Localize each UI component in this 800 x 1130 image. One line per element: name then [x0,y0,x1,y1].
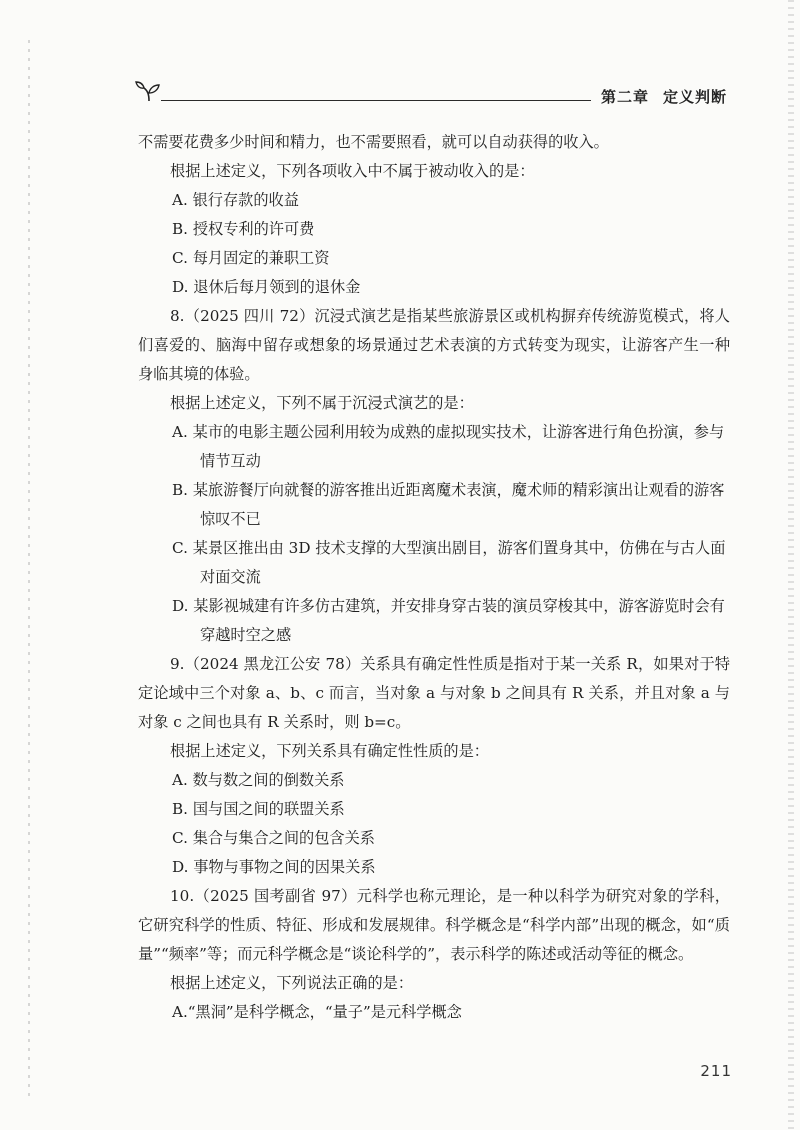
q9-text: 9.（2024 黑龙江公安 78）关系具有确定性性质是指对于某一关系 R，如果对于特定论域中三个对象 a、b、c 而言，当对象 a 与对象 b 之间具有 R 关系，并且对象 a 与对象 c 之间也具有 R 关系时，则 b=c。 [138,655,730,731]
section-title: 定义判断 [662,88,727,106]
scan-edge-left [28,40,30,1100]
q7-option-b: B. 授权专利的许可费 [172,220,315,238]
q8-option-a: A. 某市的电影主题公园利用较为成熟的虚拟现实技术，让游客进行角色扮演，参与情节互动 [172,423,725,470]
q7-option-c: C. 每月固定的兼职工资 [172,249,330,267]
q9-option-d: D. 事物与事物之间的因果关系 [172,858,376,876]
q7-option-d: D. 退休后每月领到的退休金 [172,278,361,296]
q9-question: 根据上述定义，下列关系具有确定性性质的是： [170,742,489,760]
header-rule [161,100,591,101]
q10-question: 根据上述定义，下列说法正确的是： [170,974,413,992]
page-content [138,128,730,1027]
sprout-icon [135,80,165,102]
q7-option-a: A. 银行存款的收益 [172,191,299,209]
q7-text-tail: 不需要花费多少时间和精力，也不需要照看，就可以自动获得的收入。 [138,133,609,151]
q8-option-b: B. 某旅游餐厅向就餐的游客推出近距离魔术表演，魔术师的精彩演出让观看的游客惊叹不已 [172,481,725,528]
q7-question: 根据上述定义，下列各项收入中不属于被动收入的是： [170,162,535,180]
q9-option-b: B. 国与国之间的联盟关系 [172,800,345,818]
q8-option-d: D. 某影视城建有许多仿古建筑，并安排身穿古装的演员穿梭其中，游客游览时会有穿越时空之感 [172,597,725,644]
chapter-title [601,86,727,107]
q8-question: 根据上述定义，下列不属于沉浸式演艺的是： [170,394,474,412]
q10-text: 10.（2025 国考副省 97）元科学也称元理论，是一种以科学为研究对象的学科，它研究科学的性质、特征、形成和发展规律。科学概念是“科学内部”出现的概念，如“质量”“频率”等；而元科学概念是“谈论科学的”，表示科学的陈述或活动等征的概念。 [138,887,730,963]
page-header [135,78,727,108]
chapter-number: 第二章 [600,88,649,106]
page-number: 211 [700,1062,732,1080]
q9-option-c: C. 集合与集合之间的包含关系 [172,829,375,847]
q9-option-a: A. 数与数之间的倒数关系 [172,771,345,789]
scan-edge-right [788,0,794,1130]
q8-text: 8.（2025 四川 72）沉浸式演艺是指某些旅游景区或机构摒弃传统游览模式，将人们喜爱的、脑海中留存或想象的场景通过艺术表演的方式转变为现实，让游客产生一种身临其境的体验。 [138,307,730,383]
q10-option-a: A.“黑洞”是科学概念，“量子”是元科学概念 [172,1003,462,1021]
q8-option-c: C. 某景区推出由 3D 技术支撑的大型演出剧目，游客们置身其中，仿佛在与古人面对面交流 [172,539,726,586]
